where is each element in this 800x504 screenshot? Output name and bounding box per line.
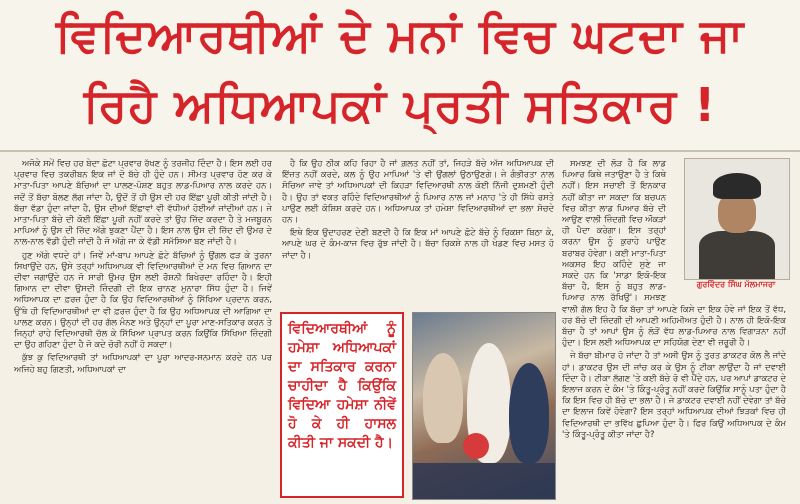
author-caption: ਗੁਰਵਿੰਦਰ ਸਿੰਘ ਮੱਲਮਾਜਰਾ — [696, 280, 776, 289]
paragraph: ਜੇ ਬੱਚਾ ਬੀਮਾਰ ਹੋ ਜਾਂਦਾ ਹੈ ਤਾਂ ਅਸੀ ਉਸ ਨੂੰ ਤੁਰਤ ਡਾਕਟਰ ਕੋਲ ਲੈ ਜਾਂਦੇ ਹਾਂ। ਡਾਕਟਰ ਉਸ ਦੀ ਜਾਂਚ ਕਰ ਕੇ ਉਸ ਨੂੰ ਟੀਕਾ ਲਾਉਂਦਾ ਹੈ ਜਾਂ ਦਵਾਈ ਦਿੰਦਾ ਹੈ। ਟੀਕਾ ਲੱਗਣ 'ਤੇ ਕਈ ਬੱਚੇ ਰੋ ਵੀ ਪੈਂਦੇ ਹਨ, ਪਰ ਆਪਾਂ ਡਾਕਟਰ ਦੇ ਇਲਾਜ ਕਰਨ ਦੇ ਕੰਮ 'ਤੇ ਕਿੰਤੂ-ਪ੍ਰੰਤੂ ਨਹੀਂ ਕਰਦੇ ਕਿਉਂਕਿ ਸਾਨੂੰ ਪਤਾ ਹੁੰਦਾ ਹੈ ਕਿ ਇਸ ਵਿਚ ਹੀ ਬੱਚੇ ਦਾ ਭਲਾ ਹੈ। ਜੇ ਡਾਕਟਰ ਦਵਾਈ ਨਹੀਂ ਦੇਵੇਗਾ ਤਾਂ ਬੱਚੇ ਦਾ ਇਲਾਜ ਕਿਵੇਂ ਹੋਵੇਗਾ? ਇਸ ਤਰ੍ਹਾਂ ਅਧਿਆਪਕ ਦੀਆਂ ਝਿੜਕਾਂ ਵਿਚ ਹੀ ਵਿਦਿਆਰਥੀ ਦਾ ਭਵਿੱਖ ਛੁਪਿਆ ਹੁੰਦਾ ਹੈ। ਫਿਰ ਕਿਉਂ ਅਧਿਆਪਕ ਦੇ ਕੰਮ 'ਤੇ ਕਿੰਤੂ-ਪ੍ਰੰਤੂ ਕੀਤਾ ਜਾਂਦਾ ਹੈ? — [562, 350, 786, 439]
paragraph: ਹੈ ਕਿ ਉਹ ਠੀਕ ਕਹਿ ਰਿਹਾ ਹੈ ਜਾਂ ਗ਼ਲਤ ਨਹੀਂ ਤਾਂ, ਜਿਹੜੇ ਬੱਚੇ ਅੱਜ ਅਧਿਆਪਕ ਦੀ ਇੱਜ਼ਤ ਨਹੀਂ ਕਰਦੇ, ਕਲ ਨੂੰ ਉਹ ਮਾਪਿਆਂ 'ਤੇ ਵੀ ਉਂਗਲਾਂ ਉਠਾਉਣਗੇ। ਜੇ ਗੰਭੀਰਤਾ ਨਾਲ ਸੋਚਿਆ ਜਾਵੇ ਤਾਂ ਅਧਿਆਪਕਾਂ ਦੀ ਕਿਹੜਾ ਵਿਦਿਆਰਥੀ ਨਾਲ ਕੋਈ ਨਿੱਜੀ ਦੁਸ਼ਮਣੀ ਹੁੰਦੀ ਹੈ। ਉਹ ਤਾਂ ਵਕਤ ਰਹਿੰਦੇ ਵਿਦਿਆਰਥੀਆਂ ਨੂੰ ਪਿਆਰ ਨਾਲ ਜਾਂ ਮਨਾਹ 'ਤੇ ਹੀ ਸਿੱਧੇ ਰਸਤੇ ਪਾਉਣ ਲਈ ਕੋਸ਼ਿਸ਼ ਕਰਦੇ ਹਨ। ਅਧਿਆਪਕ ਤਾਂ ਹਮੇਸ਼ਾ ਵਿਦਿਆਰਥੀਆਂ ਦਾ ਭਲਾ ਸੋਚਦੇ ਹਨ। — [282, 158, 554, 225]
pull-quote-text: ਵਿਦਿਆਰਥੀਆਂ ਨੂੰ ਹਮੇਸ਼ਾ ਅਧਿਆਪਕਾਂ ਦਾ ਸਤਿਕਾਰ ਕਰਨਾ ਚਾਹੀਦਾ ਹੈ ਕਿਉਂਕਿ ਵਿਦਿਆ ਹਮੇਸ਼ਾ ਨੀਵੇਂ ਹੋ ਕੇ ਹੀ ਹਾਸਲ ਕੀਤੀ ਜਾ ਸਕਦੀ ਹੈ। — [288, 321, 396, 451]
headline-line-2: ਰਿਹੈ ਅਧਿਆਪਕਾਂ ਪ੍ਰਤੀ ਸਤਿਕਾਰ ! — [83, 78, 717, 132]
headline-divider — [0, 150, 800, 152]
flower-bouquet-icon — [463, 433, 489, 459]
paragraph: ਕੁੱਝ ਕੁ ਵਿਦਿਆਰਥੀ ਤਾਂ ਅਧਿਆਪਕਾਂ ਦਾ ਪੂਰਾ ਆਦਰ-ਸਨਮਾਨ ਕਰਦੇ ਹਨ ਪਰ ਅਜਿਹੇ ਬਹੁ ਗਿਣਤੀ, ਅਧਿਆਪਕਾਂ ਦਾ — [14, 352, 272, 374]
paragraph: ਹੁਣ ਅੱਗੇ ਵਧਦੇ ਹਾਂ। ਜਿਵੇਂ ਮਾਂ-ਬਾਪ ਆਪਣੇ ਛੋਟੇ ਬੱਚਿਆਂ ਨੂੰ ਉਂਗਲ ਫੜ ਕੇ ਤੁਰਨਾ ਸਿਖਾਉਂਦੇ ਹਨ, ਉਸੇ ਤਰ੍ਹਾਂ ਅਧਿਆਪਕ ਵੀ ਵਿਦਿਆਰਥੀਆਂ ਦੇ ਮਨ ਵਿਚ ਗਿਆਨ ਦਾ ਦੀਵਾ ਜਗਾਉਂਦੇ ਹਨ ਜੋ ਸਾਰੀ ਉਮਰ ਉਸ ਲਈ ਰੌਸ਼ਨੀ ਬਿਖੇਰਦਾ ਰਹਿੰਦਾ ਹੈ। ਇਹੀ ਗਿਆਨ ਦਾ ਦੀਵਾ ਉਸਦੀ ਜ਼ਿੰਦਗੀ ਦੀ ਇਕ ਚਾਨਣ ਮੁਨਾਰਾ ਸਿੱਧ ਹੁੰਦਾ ਹੈ। ਜਿਵੇਂ ਅਧਿਆਪਕ ਦਾ ਫ਼ਰਜ਼ ਹੁੰਦਾ ਹੈ ਕਿ ਉਹ ਵਿਦਿਆਰਥੀਆਂ ਨੂੰ ਸਿੱਖਿਆ ਪ੍ਰਦਾਨ ਕਰਨ, ਉੱਥੇ ਹੀ ਵਿਦਿਆਰਥੀਆਂ ਦਾ ਵੀ ਫ਼ਰਜ਼ ਹੁੰਦਾ ਹੈ ਕਿ ਉਹ ਅਧਿਆਪਕ ਦੀ ਆਗਿਆ ਦਾ ਪਾਲਣ ਕਰਨ। ਉਨ੍ਹਾਂ ਦੀ ਹਰ ਗੱਲ ਮੰਨਣ ਅਤੇ ਉਨ੍ਹਾਂ ਦਾ ਪੂਰਾ ਮਾਣ-ਸਤਿਕਾਰ ਕਰਨ ਤੇ ਜਿਨ੍ਹਾਂ ਰਾਹੇ ਵਿਦਿਆਰਥੀ ਚੱਲ ਕੇ ਸਿੱਖਿਆ ਪ੍ਰਾਪਤ ਕਰਨ ਕਿਉਂਕਿ ਸਿੱਖਿਆ ਜ਼ਿੰਦਗੀ ਦਾ ਉਹ ਗਹਿਣਾ ਹੁੰਦਾ ਹੈ ਜੋ ਕਦੇ ਚੋਰੀ ਨਹੀਂ ਹੋ ਸਕਦਾ। — [14, 249, 272, 350]
article-column-2 — [282, 158, 554, 308]
paragraph: ਇਥੇ ਇਕ ਉਦਾਹਰਣ ਦੇਣੀ ਬਣਦੀ ਹੈ ਕਿ ਇਕ ਮਾਂ ਆਪਣੇ ਛੋਟੇ ਬੱਚੇ ਨੂੰ ਰਿਕਸ਼ਾ ਬਿਠਾ ਕੇ, ਆਪਣੇ ਘਰ ਦੇ ਕੰਮ-ਕਾਜ ਵਿਚ ਰੁੱਝ ਜਾਂਦੀ ਹੈ। ਬੱਚਾ ਰਿਕਸ਼ੇ ਨਾਲ ਹੀ ਖੇਡਣ ਵਿਚ ਮਸਤ ਹੋ ਜਾਂਦਾ ਹੈ। — [282, 227, 554, 260]
author-photo — [684, 158, 790, 280]
paragraph: ਸਮਝਣ ਦੀ ਲੋੜ ਹੈ ਕਿ ਲਾਡ ਪਿਆਰ ਕਿਥੇ ਜਤਾਉਣਾ ਹੈ ਤੇ ਕਿਥੇ ਨਹੀਂ। ਇਸ ਸਚਾਈ ਤੋਂ ਇਨਕਾਰ ਨਹੀਂ ਕੀਤਾ ਜਾ ਸਕਦਾ ਕਿ ਬਚਪਨ ਵਿਚ ਕੀਤਾ ਲਾਡ ਪਿਆਰ ਬੱਚੇ ਦੀ ਆਉਣ ਵਾਲੀ ਜ਼ਿੰਦਗੀ ਵਿਚ ਔਕੜਾਂ ਹੀ ਪੈਦਾ ਕਰੇਗਾ। ਇਸ ਤਰ੍ਹਾਂ ਕਰਨਾ ਉਸ ਨੂੰ ਕੁਰਾਹੇ ਪਾਉਣ ਬਰਾਬਰ ਹੋਵੇਗਾ। ਕਈ ਮਾਤਾ-ਪਿਤਾ ਅਕਸਰ ਇਹ ਕਹਿੰਦੇ ਸੁਣੇ ਜਾ ਸਕਦੇ ਹਨ ਕਿ 'ਸਾਡਾ ਇਕੋ-ਇਕ ਬੱਚਾ ਹੈ, ਇਸ ਨੂੰ ਬਹੁਤ ਲਾਡ-ਪਿਆਰ ਨਾਲ ਰੱਖਿਉ'। ਸਮਝਣ ਵਾਲੀ ਗੱਲ ਇਹ ਹੈ ਕਿ ਬੱਚਾ ਤਾਂ ਆਪਣੇ ਕਿਸੇ ਦਾ ਇਕ ਹੋਵੇ ਜਾਂ ਇਕ ਤੋਂ ਵੱਧ, ਹਰ ਬੱਚੇ ਦੀ ਜ਼ਿੰਦਗੀ ਦੀ ਆਪਣੀ ਅਹਿਮੀਅਤ ਹੁੰਦੀ ਹੈ। ਨਾਲ ਹੀ ਇਕੋ-ਇਕ ਬੱਚਾ ਹੈ ਤਾਂ ਆਪਾਂ ਉਸ ਨੂੰ ਲੋੜੋਂ ਵੱਧ ਲਾਡ-ਪਿਆਰ ਨਾਲ ਵਿਗਾੜਨਾ ਨਹੀਂ ਹੁੰਦਾ। ਇਸ ਲਈ ਅਧਿਆਪਕ ਦਾ ਸਹਿਯੋਗ ਦੇਣਾ ਵੀ ਜ਼ਰੂਰੀ ਹੈ। — [562, 158, 786, 348]
students-teacher-photo — [412, 312, 556, 500]
headline-line-1: ਵਿਦਿਆਰਥੀਆਂ ਦੇ ਮਨਾਂ ਵਿਚ ਘਟਦਾ ਜਾ — [55, 8, 745, 62]
pull-quote-box — [280, 312, 404, 498]
paragraph: ਅਜੋਕੇ ਸਮੇਂ ਵਿਚ ਹਰ ਬੇਦਾ ਛੋਟਾ ਪ੍ਰਵਾਰ ਰੱਖਣ ਨੂੰ ਤਰਜੀਹ ਦਿੰਦਾ ਹੈ। ਇਸ ਲਈ ਹਰ ਪ੍ਰਵਾਰ ਵਿਚ ਤਕਰੀਬਨ ਇਕ ਜਾਂ ਦੋ ਬੱਚੇ ਹੀ ਹੁੰਦੇ ਹਨ। ਸੀਮਤ ਪ੍ਰਵਾਰ ਹੋਣ ਕਰ ਕੇ ਮਾਤਾ-ਪਿਤਾ ਆਪਣੇ ਬੱਚਿਆਂ ਦਾ ਪਾਲਣ-ਪੋਸ਼ਣ ਬਹੁਤ ਲਾਡ-ਪਿਆਰ ਨਾਲ ਕਰਦੇ ਹਨ। ਜਦੋਂ ਤੋਂ ਬੱਚਾ ਬੋਲਣ ਲੱਗ ਜਾਂਦਾ ਹੈ, ਉਦੋਂ ਤੋਂ ਹੀ ਉਸ ਦੀ ਹਰ ਇੱਛਾ ਪੂਰੀ ਕੀਤੀ ਜਾਂਦੀ ਹੈ। ਬੱਚਾ ਵੱਡਾ ਹੁੰਦਾ ਜਾਂਦਾ ਹੈ, ਉਸ ਦੀਆਂ ਇੱਛਾਵਾਂ ਵੀ ਵੱਧੀਆਂ ਹੋਈਆਂ ਜਾਂਦੀਆਂ ਹਨ। ਜੇ ਮਾਤਾ-ਪਿਤਾ ਬੱਚੇ ਦੀ ਕੋਈ ਇੱਛਾ ਪੂਰੀ ਨਹੀਂ ਕਰਦੇ ਤਾਂ ਉਹ ਜ਼ਿੱਦ ਕਰਦਾ ਹੈ ਤੇ ਮਜਬੂਰਨ ਮਾਪਿਆਂ ਨੂੰ ਉਸ ਦੀ ਜ਼ਿੱਦ ਅੱਗੇ ਝੁਕਣਾ ਪੈਂਦਾ ਹੈ। ਇਸ ਨਾਲ ਉਸ ਦੀ ਜ਼ਿੱਦ ਦੀ ਉਮਰ ਦੇ ਨਾਲ-ਨਾਲ ਵੱਡੀ ਹੁੰਦੀ ਜਾਂਦੀ ਹੈ ਜੋ ਅੱਗੇ ਜਾ ਕੇ ਵੱਡੀ ਸਮੱਸਿਆ ਬਣ ਜਾਂਦੀ ਹੈ। — [14, 158, 272, 247]
article-column-1 — [14, 158, 272, 498]
headline — [0, 0, 800, 150]
